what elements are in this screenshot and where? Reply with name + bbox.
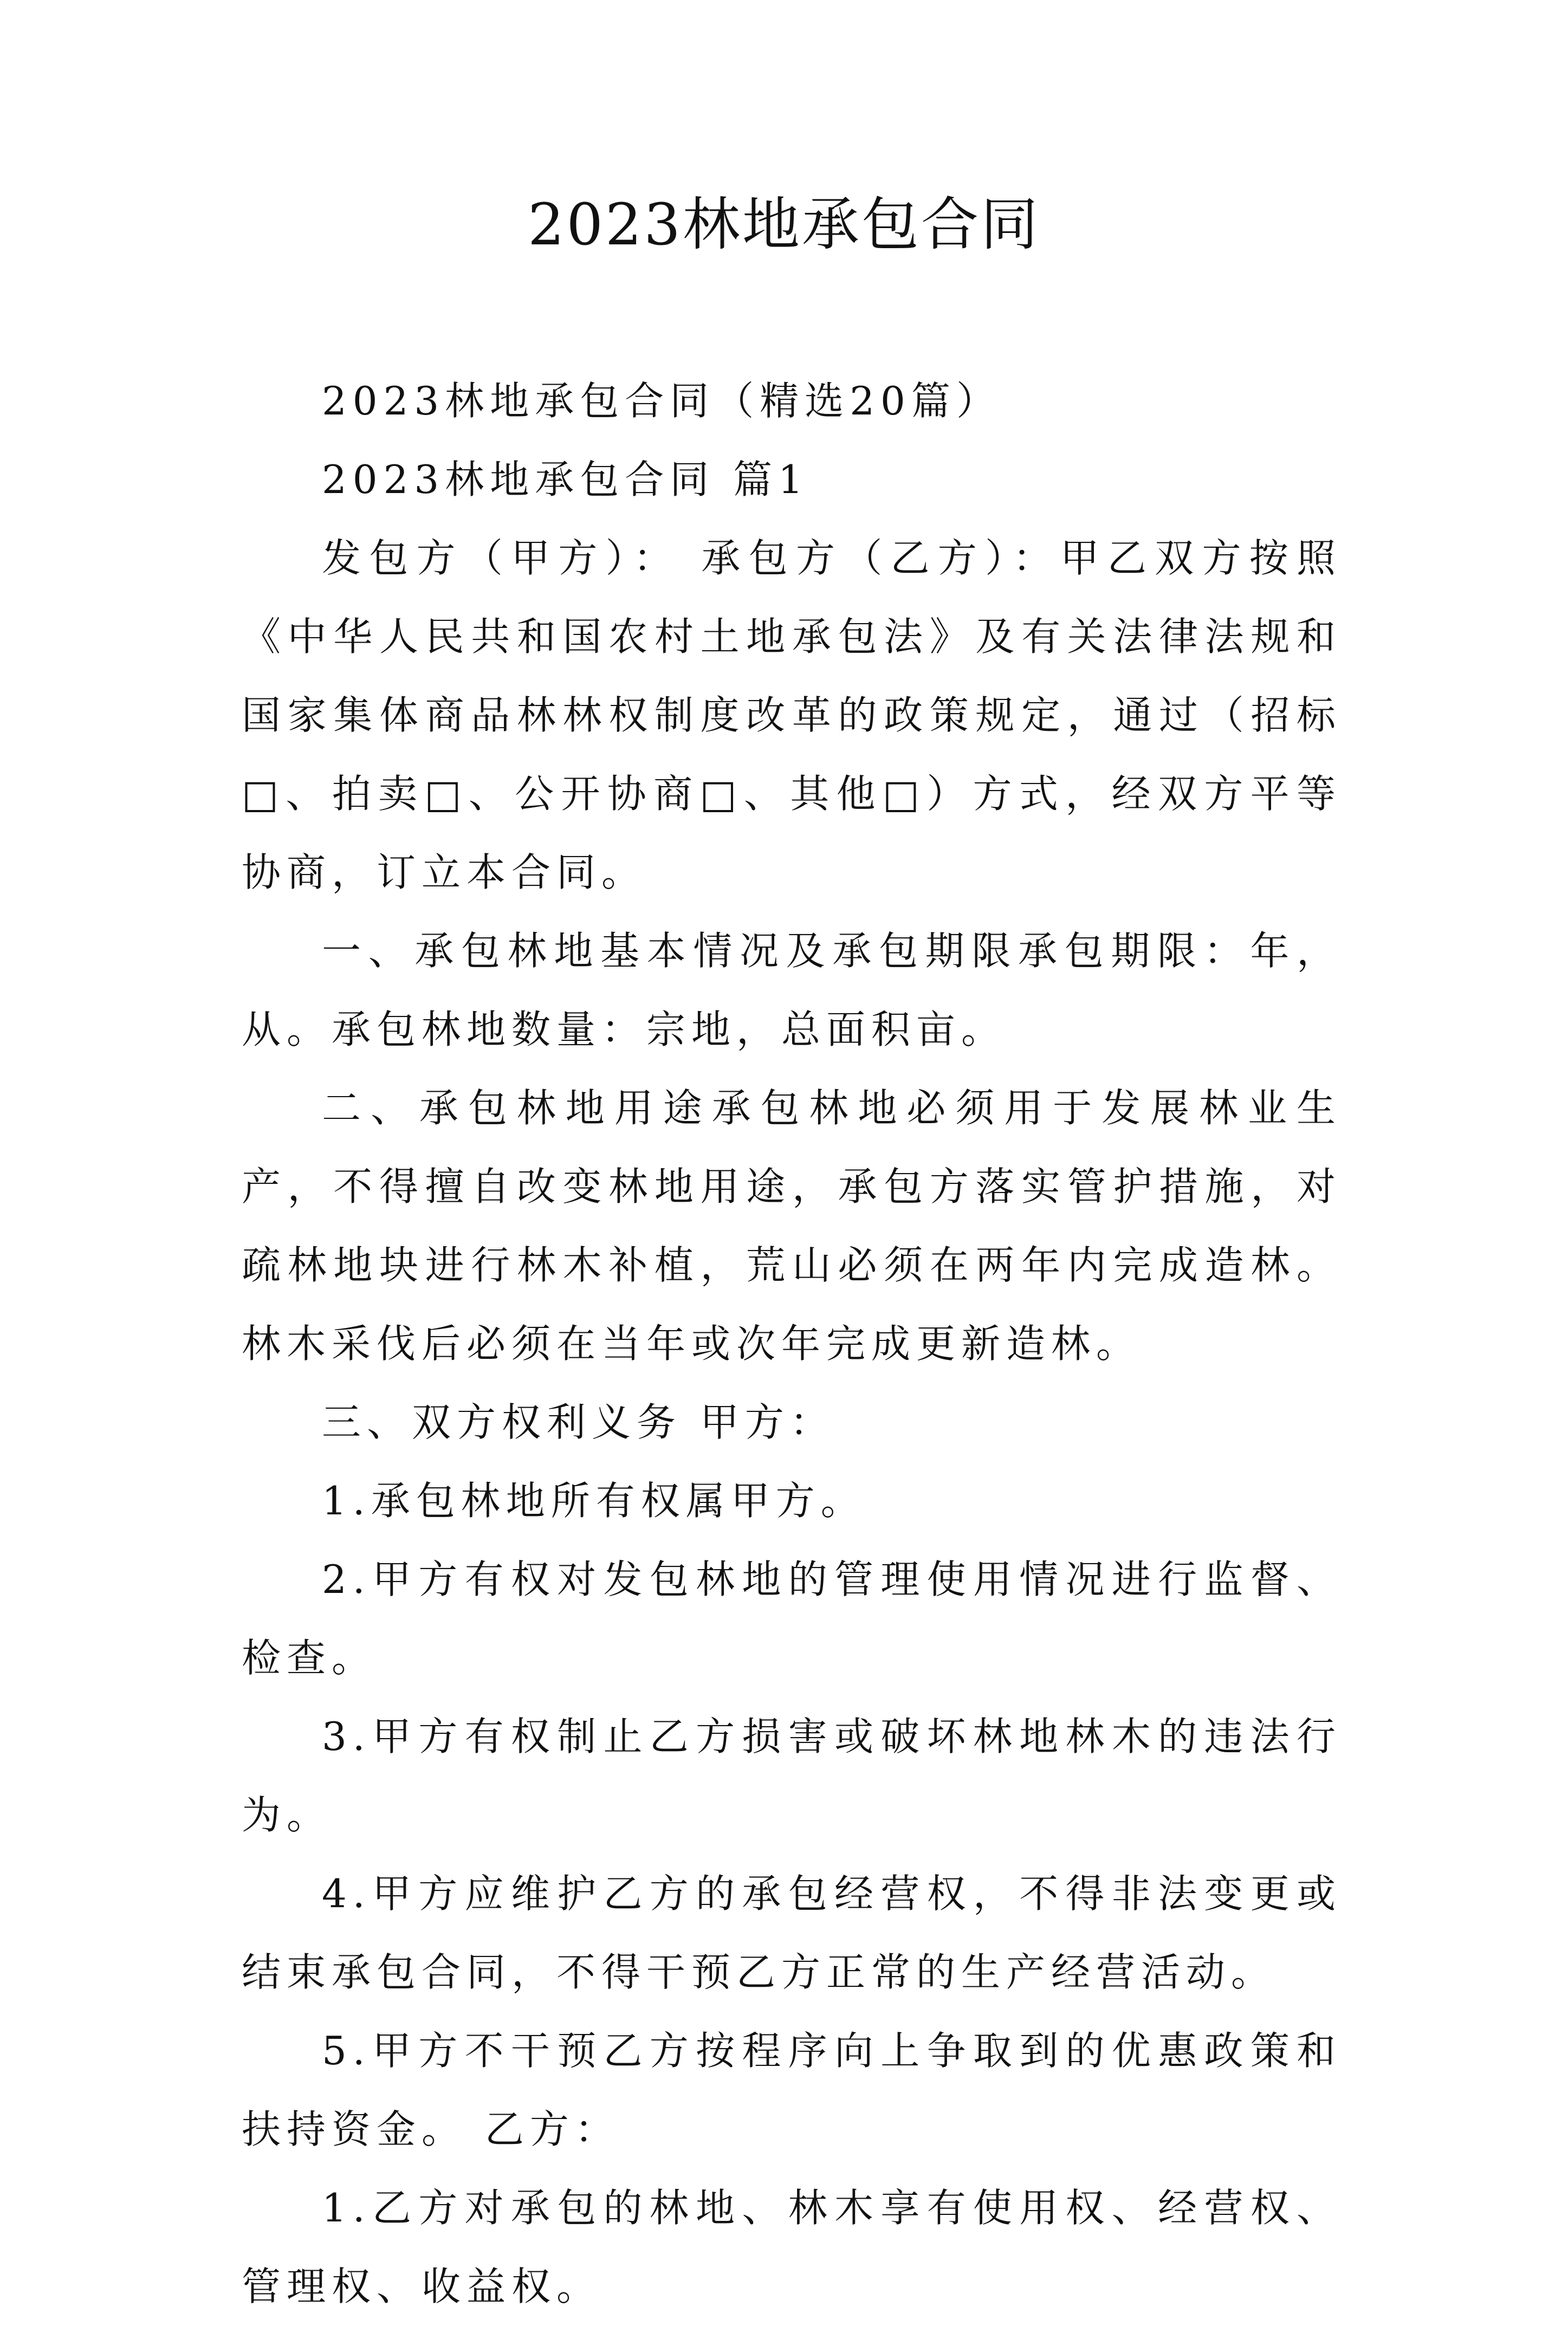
paragraph-party-a-item-2: 2.甲方有权对发包林地的管理使用情况进行监督、检查。	[242, 1557, 1342, 1681]
paragraph-party-a-item-3: 3.甲方有权制止乙方损害或破坏林地林木的违法行为。	[242, 1714, 1342, 1838]
document-body	[242, 362, 1342, 2326]
paragraph-clause-3: 三、双方权利义务 甲方：	[322, 1400, 835, 1445]
paragraph-parties: 发包方（甲方）： 承包方（乙方）：甲乙双方按照《中华人民共和国农村土地承包法》及有关法律法规和国家集体商品林林权制度改革的政策规定，通过（招标□、拍卖□、公开协商□、其他□）方式，经双方平等协商，订立本合同。	[242, 535, 1342, 895]
paragraph-subtitle: 2023林地承包合同（精选20篇）	[322, 378, 1001, 424]
paragraph-section-heading: 2023林地承包合同 篇1	[322, 457, 809, 502]
paragraph-party-a-item-5: 5.甲方不干预乙方按程序向上争取到的优惠政策和扶持资金。 乙方：	[242, 2028, 1342, 2152]
document-title: 2023林地承包合同	[528, 191, 1040, 258]
paragraph-party-a-item-1: 1.承包林地所有权属甲方。	[322, 1478, 866, 1524]
paragraph-party-b-item-1: 1.乙方对承包的林地、林木享有使用权、经营权、管理权、收益权。	[242, 2185, 1342, 2309]
paragraph-party-a-item-4: 4.甲方应维护乙方的承包经营权，不得非法变更或结束承包合同，不得干预乙方正常的生产经营活动。	[242, 1871, 1342, 1995]
paragraph-clause-1: 一、承包林地基本情况及承包期限承包期限：年，从。承包林地数量：宗地，总面积亩。	[242, 928, 1342, 1052]
paragraph-clause-2: 二、承包林地用途承包林地必须用于发展林业生产，不得擅自改变林地用途，承包方落实管护措施，对疏林地块进行林木补植，荒山必须在两年内完成造林。林木采伐后必须在当年或次年完成更新造林。	[242, 1085, 1342, 1366]
